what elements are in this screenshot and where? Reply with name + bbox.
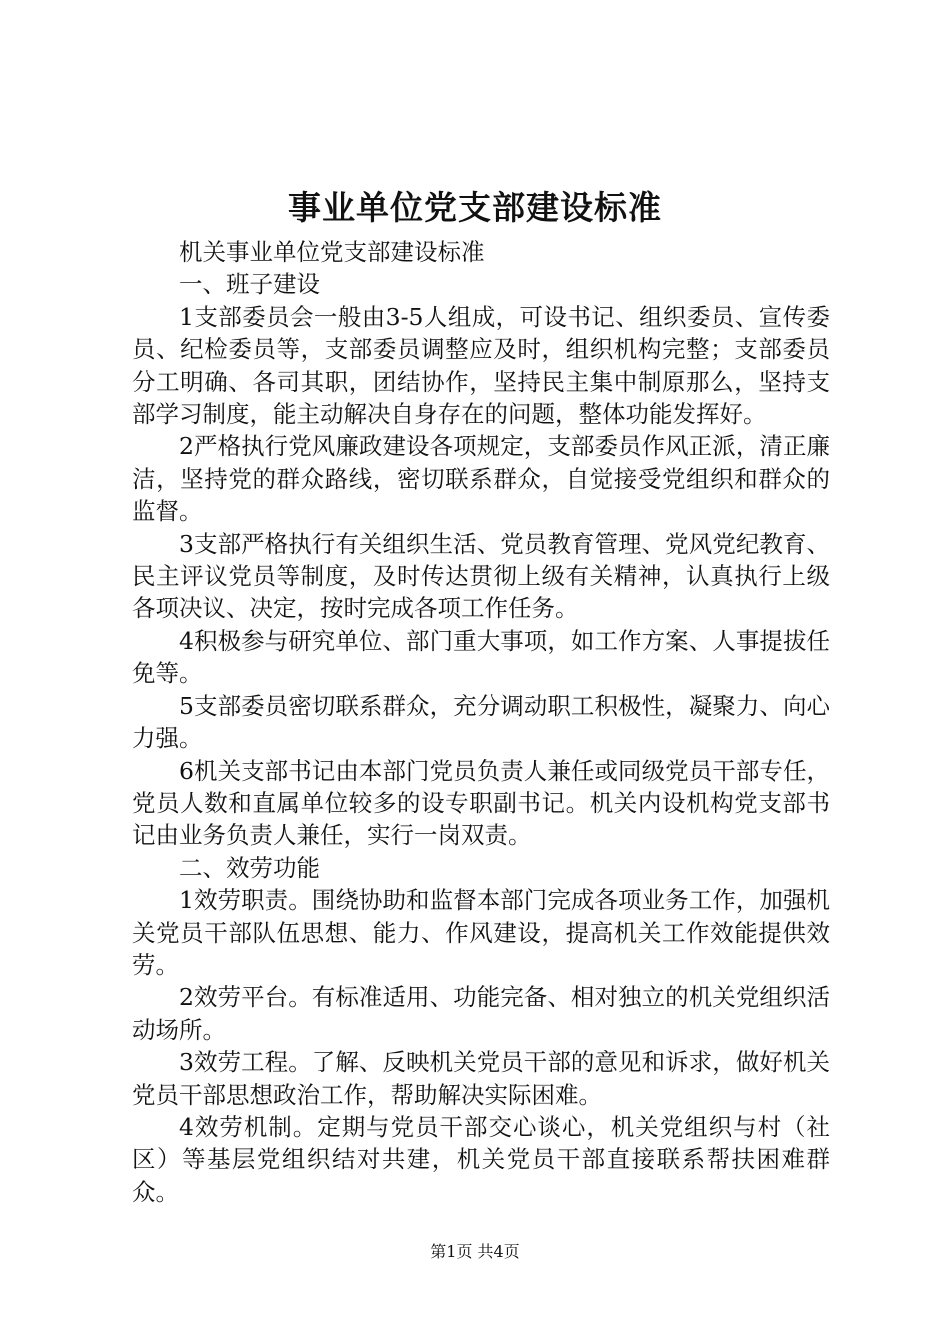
paragraph: 4积极参与研究单位、部门重大事项，如工作方案、人事提拔任免等。 (132, 626, 830, 688)
heading-section-1: 一、班子建设 (179, 270, 320, 299)
paragraph-subtitle: 机关事业单位党支部建设标准 (179, 238, 485, 266)
paragraph: 2效劳平台。有标准适用、功能完备、相对独立的机关党组织活动场所。 (132, 983, 830, 1044)
paragraph: 4效劳机制。定期与党员干部交心谈心，机关党组织与村（社区）等基层党组织结对共建，机关党员干部直接联系帮扶困难群众。 (132, 1112, 830, 1206)
paragraph: 1效劳职责。围绕协助和监督本部门完成各项业务工作，加强机关党员干部队伍思想、能力、作风建设，提高机关工作效能提供效劳。 (132, 886, 830, 979)
paragraph: 5支部委员密切联系群众，充分调动职工积极性，凝聚力、向心力强。 (132, 691, 830, 753)
document-body (132, 236, 830, 1208)
paragraph: 6机关支部书记由本部门党员负责人兼任或同级党员干部专任，党员人数和直属单位较多的设专职副书记。机关内设机构党支部书记由业务负责人兼任，实行一岗双责。 (132, 756, 830, 850)
paragraph: 3支部严格执行有关组织生活、党员教育管理、党风党纪教育、民主评议党员等制度，及时传达贯彻上级有关精神，认真执行上级各项决议、决定，按时完成各项工作任务。 (132, 529, 830, 623)
page-number-footer: 第1页 共4页 (430, 1242, 520, 1261)
paragraph: 1支部委员会一般由3-5人组成，可设书记、组织委员、宣传委员、纪检委员等，支部委员调整应及时，组织机构完整；支部委员分工明确、各司其职，团结协作，坚持民主集中制原那么，坚持支部学习制度，能主动解决自身存在的问题，整体功能发挥好。 (132, 302, 830, 429)
paragraph: 2严格执行党风廉政建设各项规定，支部委员作风正派，清正廉洁，坚持党的群众路线，密切联系群众，自觉接受党组织和群众的监督。 (132, 432, 830, 526)
heading-section-2: 二、效劳功能 (179, 853, 320, 882)
paragraph: 3效劳工程。了解、反映机关党员干部的意见和诉求，做好机关党员干部思想政治工作，帮助解决实际困难。 (132, 1048, 830, 1109)
document-title: 事业单位党支部建设标准 (288, 188, 662, 227)
